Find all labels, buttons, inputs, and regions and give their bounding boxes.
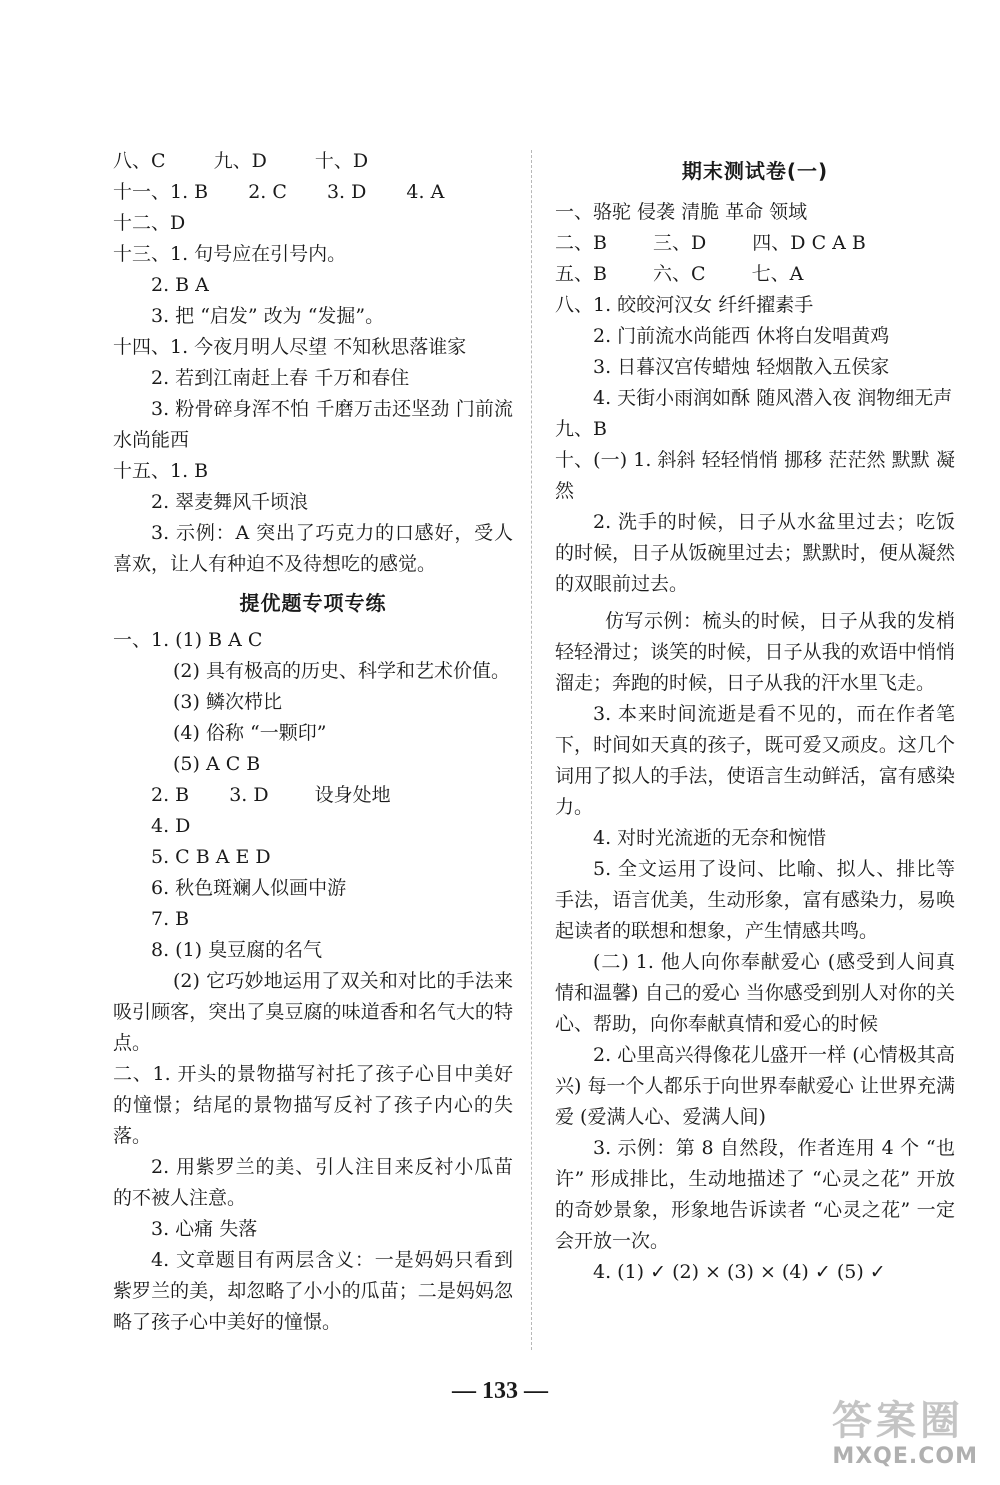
answer-line: 八、1. 皎皎河汉女 纤纤擢素手	[555, 294, 814, 316]
answer-line: 3. 把 “启发” 改为 “发掘”。	[151, 305, 385, 327]
answer-line: 十四、1. 今夜月明人尽望 不知秋思落谁家	[113, 336, 467, 358]
answer-line: 3. 日暮汉宫传蜡烛 轻烟散入五侯家	[593, 356, 890, 378]
answer-paragraph: 3. 示例：A 突出了巧克力的口感好，受人喜欢，让人有种迫不及待想吃的感觉。	[113, 522, 513, 575]
answer-line: 九、B	[555, 418, 607, 440]
answer-line: 十二、D	[113, 212, 186, 234]
answer-line: 6. 秋色斑斓人似画中游	[151, 877, 347, 899]
page-number: — 133 —	[452, 1378, 548, 1404]
answer-paragraph: (二) 1. 他人向你奉献爱心 (感受到人间真情和温馨) 自己的爱心 当你感受到别人对你的关心、帮助，向你奉献真情和爱心的时候	[555, 951, 955, 1035]
section-heading: 期末测试卷(一)	[681, 159, 829, 183]
answer-line: 十三、1. 句号应在引号内。	[113, 243, 347, 265]
answer-paragraph: 3. 本来时间流逝是看不见的，而在作者笔下，时间如天真的孩子，既可爱又顽皮。这几个词用了拟人的手法，使语言生动鲜活，富有感染力。	[555, 703, 955, 818]
answer-paragraph: 3. 示例：第 8 自然段，作者连用 4 个 “也许” 形成排比，生动地描述了 “心灵之花” 开放的奇妙景象，形象地告诉读者 “心灵之花” 一定会开放一次。	[555, 1137, 955, 1252]
answer-paragraph: 4. 天街小雨润如酥 随风潜入夜 润物细无声	[593, 387, 953, 409]
section-heading: 提优题专项专练	[239, 591, 387, 615]
answer-line: 3. 心痛 失落	[151, 1218, 258, 1240]
answer-line: 5. C B A E D	[151, 846, 271, 868]
answer-line: 一、骆驼 侵袭 清脆 革命 领域	[555, 201, 808, 223]
answer-line: (2) 具有极高的历史、科学和艺术价值。	[173, 660, 510, 682]
answer-line: 2. 翠麦舞风千顷浪	[151, 491, 309, 513]
answer-line: 一、1. (1) B A C	[113, 629, 263, 651]
answer-paragraph: 2. 洗手的时候，日子从水盆里过去；吃饭的时候，日子从饭碗里过去；默默时，便从凝然的双眼前过去。	[555, 511, 955, 595]
answer-line: 8. (1) 臭豆腐的名气	[151, 939, 323, 961]
answer-line: 八、C 九、D 十、D	[113, 150, 369, 172]
answer-line: (4) 俗称 “一颗印”	[173, 722, 327, 744]
right-column	[555, 146, 955, 1288]
answer-line: (5) A C B	[173, 753, 261, 775]
answer-paragraph: 5. 全文运用了设问、比喻、拟人、排比等手法，语言优美，生动形象，富有感染力，易唤起读者的联想和想象，产生情感共鸣。	[555, 858, 955, 942]
answer-paragraph: 二、1. 开头的景物描写衬托了孩子心目中美好的憧憬；结尾的景物描写反衬了孩子内心的失落。	[113, 1063, 513, 1147]
answer-paragraph: 十、(一) 1. 斜斜 轻轻悄悄 挪移 茫茫然 默默 凝然	[555, 449, 955, 502]
answer-line: (3) 鳞次栉比	[173, 691, 282, 713]
answer-line: 2. 门前流水尚能西 休将白发唱黄鸡	[593, 325, 890, 347]
answer-paragraph: 3. 粉骨碎身浑不怕 千磨万击还坚劲 门前流水尚能西	[113, 398, 513, 451]
answer-line: 4. D	[151, 815, 191, 837]
answer-line: 4. 对时光流逝的无奈和惋惜	[593, 827, 827, 849]
answer-line: 2. 若到江南赶上春 千万和春住	[151, 367, 410, 389]
answer-paragraph: 2. 用紫罗兰的美、引人注目来反衬小瓜苗的不被人注意。	[113, 1156, 513, 1209]
answer-paragraph: (2) 它巧妙地运用了双关和对比的手法来吸引顾客，突出了臭豆腐的味道香和名气大的特点。	[113, 970, 513, 1054]
answer-line: 2. B 3. D 设身处地	[151, 784, 391, 806]
watermark-url: MXQE.COM	[832, 1444, 978, 1469]
answer-line: 4. (1) ✓ (2) × (3) × (4) ✓ (5) ✓	[593, 1261, 886, 1283]
watermark-logo	[788, 1389, 978, 1469]
answer-paragraph: 4. 文章题目有两层含义：一是妈妈只看到紫罗兰的美，却忽略了小小的瓜苗；二是妈妈忽略了孩子心中美好的憧憬。	[113, 1249, 513, 1333]
answer-line: 2. B A	[151, 274, 209, 296]
answer-line: 十五、1. B	[113, 460, 209, 482]
answer-paragraph: 2. 心里高兴得像花儿盛开一样 (心情极其高兴) 每一个人都乐于向世界奉献爱心 让世界充满爱 (爱满人心、爱满人间)	[555, 1044, 955, 1128]
column-divider	[531, 150, 532, 1350]
answer-line: 7. B	[151, 908, 190, 930]
answer-line: 二、B 三、D 四、D C A B	[555, 232, 866, 254]
left-column	[113, 146, 513, 1338]
watermark-text: 答案圈	[832, 1398, 964, 1444]
answer-line: 十一、1. B 2. C 3. D 4. A	[113, 181, 445, 203]
answer-paragraph: 仿写示例：梳头的时候，日子从我的发梢轻轻滑过；谈笑的时候，日子从我的欢语中悄悄溜走；奔跑的时候，日子从我的汗水里飞走。	[555, 610, 955, 694]
answer-line: 五、B 六、C 七、A	[555, 263, 804, 285]
